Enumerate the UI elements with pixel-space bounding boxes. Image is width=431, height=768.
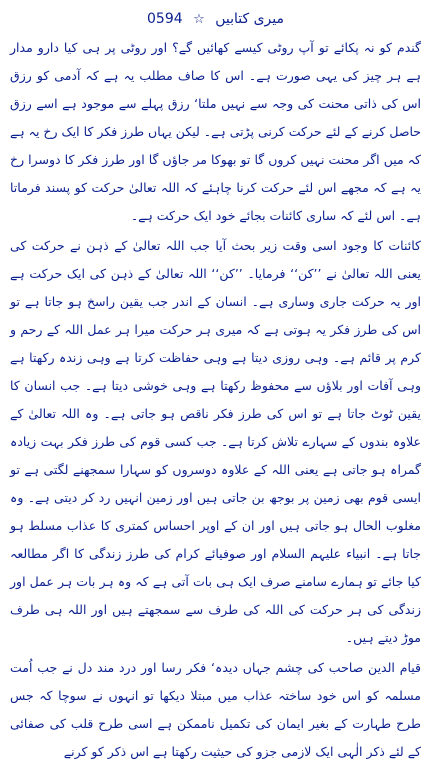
paragraph-2: کائنات کا وجود اسی وقت زیر بحث آیا جب اللہ تعالیٰ کے ذہن نے حرکت کی یعنی اللہ تعالیٰ نے ’’کن‘‘ فرمایا۔ ’’کن‘‘ اللہ تعالیٰ کے ذہن کی ایک حرکت ہے اور یہ حرکت جاری وساری ہے۔ انسان کے اندر جب یقین راسخ ہو جاتا ہے تو اس کی طرز فکر یہ ہوتی ہے کہ میری ہر حرکت میرا ہر عمل اللہ کے رحم و کرم پر قائم ہے۔ وہی روزی دیتا ہے وہی حفاظت کرتا ہے وہی زندہ رکھتا ہے وہی آفات اور بلاؤں سے محفوظ رکھتا ہے وہی خوشی دیتا ہے۔ جب انسان کا یقین ٹوٹ جاتا ہے تو اس کی طرز فکر ناقص ہو جاتی ہے۔ وہ اللہ تعالیٰ کے علاوہ بندوں کے سہارے تلاش کرتا ہے۔ جب کسی قوم کی طرز فکر بہت زیادہ گمراہ ہو جاتی ہے یعنی اللہ کے علاوہ دوسروں کو سہارا سمجھنے لگتی ہے تو ایسی قوم بھی زمین پر بوجھ بن جاتی ہیں اور زمین انہیں رد کر دیتی ہے۔ وہ مغلوب الحال ہو جاتی ہیں اور ان کے اوپر احساس کمتری کا عذاب مسلط ہو جاتا ہے۔ انبیاء علیہم السلام اور صوفیائے کرام کی طرز زندگی کا اگر مطالعہ کیا جائے تو ہمارے سامنے صرف ایک ہی بات آتی ہے کہ وہ ہر بات ہر عمل اور زندگی کی ہر حرکت کی اللہ کی طرف سے سمجھتے ہیں اور اللہ ہی طرف موڑ دیتے ہیں۔ (10, 238, 421, 645)
paragraph-3: قیام الدین صاحب کی چشم جہاں دیدہ‘ فکر رسا اور درد مند دل نے جب اُمت مسلمہ کو اس خود ساختہ عذاب میں مبتلا دیکھا تو انہوں نے سوچا کہ جس طرح طہارت کے بغیر ایمان کی تکمیل ناممکن ہے اسی طرح قلب کی صفائی کے لئے ذکر الٰہی ایک لازمی جزو کی حیثیت رکھتا ہے اس ذکر کو کرنے (10, 660, 421, 759)
star-icon: ☆ (193, 12, 205, 27)
page-header (0, 10, 431, 29)
paragraph-1: گندم کو نہ پکائے تو آپ روٹی کیسے کھائیں گے؟ اور روٹی پر ہی کیا دارو مدار ہے ہر چیز کی یہی صورت ہے۔ اس کا صاف مطلب یہ ہے کہ آدمی کو رزق اس کی ذاتی محنت کی وجہ سے نہیں ملتا‘ رزق پہلے سے موجود ہے اسے رزق حاصل کرنے کے لئے حرکت کرنی پڑتی ہے۔ لیکن یہاں طرز فکر کا ایک رخ یہ ہے کہ میں اگر محنت نہیں کروں گا تو بھوکا مر جاؤں گا اور طرز فکر کا دوسرا رخ یہ ہے کہ مجھے اس لئے حرکت کرنا چاہئے کہ اللہ تعالیٰ حرکت کو پسند فرماتا ہے۔ اس لئے کہ ساری کائنات بجائے خود ایک حرکت ہے۔ (10, 40, 421, 223)
page-number: 0594 (147, 11, 183, 27)
book-title: میری کتابیں (215, 11, 284, 27)
body-text (10, 34, 421, 768)
